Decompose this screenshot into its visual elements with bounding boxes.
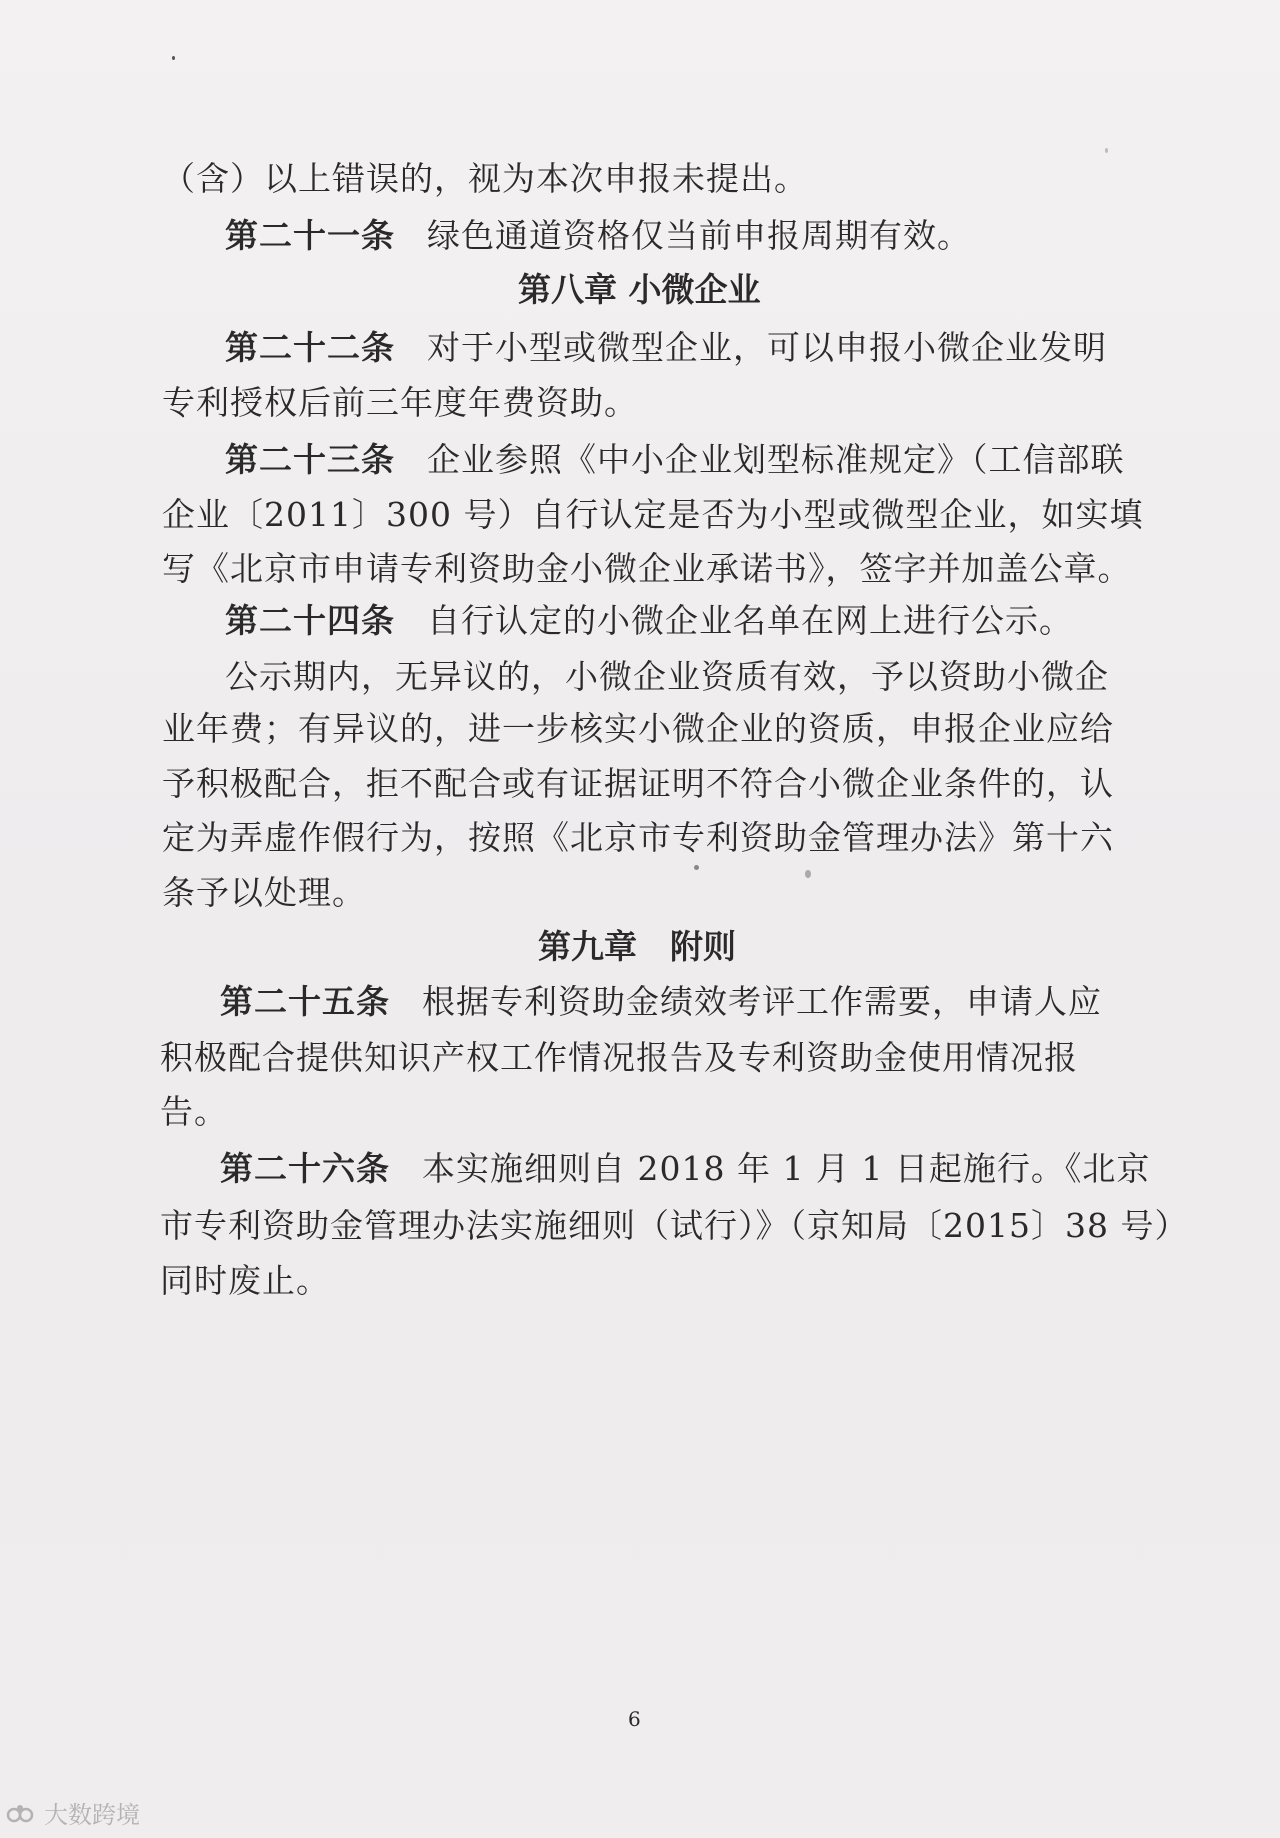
paragraph-text: 自行认定的小微企业名单在网上进行公示。 [427, 601, 1073, 640]
paragraph-text: 积极配合提供知识产权工作情况报告及专利资助金使用情况报 [160, 1038, 1078, 1077]
article-23-line [0, 440, 1280, 480]
article-22-line [0, 328, 1280, 368]
paragraph-text: 企业参照《中小企业划型标准规定》（工信部联 [427, 440, 1125, 479]
article-heading: 第二十六条 [220, 1149, 390, 1188]
text-line [0, 657, 1280, 697]
watermark-text: 大数跨境 [44, 1801, 140, 1829]
article-heading: 第二十四条 [225, 601, 395, 640]
text-line [0, 549, 1280, 589]
text-line [0, 495, 1280, 535]
text-line [0, 383, 1280, 423]
paragraph-text: 专利授权后前三年度年费资助。 [162, 383, 638, 422]
text-line [0, 1206, 1280, 1246]
paragraph-text: 业年费；有异议的，进一步核实小微企业的资质，申报企业应给 [162, 709, 1114, 748]
paragraph-text: 写《北京市申请专利资助金小微企业承诺书》，签字并加盖公章。 [162, 549, 1132, 588]
paragraph-text: 本实施细则自 2018 年 1 月 1 日起施行。《北京 [422, 1149, 1151, 1188]
article-26-line [0, 1149, 1280, 1189]
dashuju-logo-icon [6, 1802, 36, 1828]
text-line [0, 159, 1280, 199]
paragraph-text: 对于小型或微型企业，可以申报小微企业发明 [427, 328, 1107, 367]
article-heading: 第二十一条 [225, 216, 395, 255]
paragraph-text: 企业〔2011〕300 号）自行认定是否为小型或微型企业，如实填 [162, 495, 1144, 534]
paragraph-text: 同时废止。 [160, 1261, 330, 1300]
text-line [0, 764, 1280, 804]
paragraph-text: （含）以上错误的，视为本次申报未提出。 [162, 159, 808, 198]
paragraph-text: 市专利资助金管理办法实施细则（试行）》（京知局〔2015〕38 号） [160, 1206, 1189, 1245]
article-21-line [0, 216, 1280, 256]
paragraph-text: 公示期内，无异议的，小微企业资质有效，予以资助小微企 [225, 657, 1109, 696]
text-line [0, 1038, 1280, 1078]
article-heading: 第二十五条 [220, 982, 390, 1021]
paragraph-text: 条予以处理。 [162, 873, 366, 912]
paragraph-text: 告。 [160, 1092, 228, 1131]
text-line [0, 1092, 1280, 1132]
text-line [0, 709, 1280, 749]
paragraph-text: 根据专利资助金绩效考评工作需要，申请人应 [422, 982, 1102, 1021]
paragraph-text: 定为弄虚作假行为，按照《北京市专利资助金管理办法》第十六 [162, 818, 1114, 857]
page-number: 6 [628, 1707, 641, 1731]
scan-speck [172, 56, 175, 60]
text-line [0, 873, 1280, 913]
article-heading: 第二十二条 [225, 328, 395, 367]
text-line [0, 818, 1280, 858]
scan-speck [694, 865, 699, 870]
article-24-line [0, 601, 1280, 641]
text-line [0, 1261, 1280, 1301]
article-25-line [0, 982, 1280, 1022]
chapter-heading: 第八章 小微企业 [518, 270, 761, 309]
article-heading: 第二十三条 [225, 440, 395, 479]
paragraph-text: 绿色通道资格仅当前申报周期有效。 [427, 216, 971, 255]
paragraph-text: 予积极配合，拒不配合或有证据证明不符合小微企业条件的，认 [162, 764, 1114, 803]
scan-speck [1105, 148, 1108, 153]
chapter-heading: 第九章 附则 [538, 927, 736, 966]
watermark [6, 1800, 140, 1830]
